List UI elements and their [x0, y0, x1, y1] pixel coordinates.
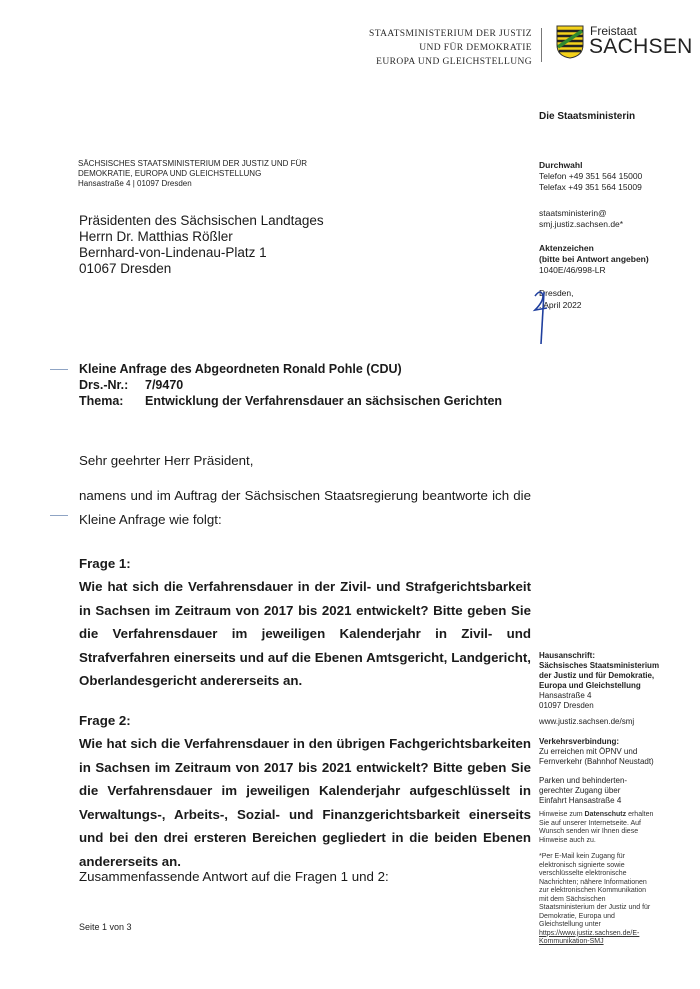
aktenzeichen-hint: (bitte bei Antwort angeben) [539, 254, 649, 264]
answer-intro: Zusammenfassende Antwort auf die Fragen 1 und 2: [79, 869, 389, 884]
aktenzeichen-block [539, 243, 649, 276]
sender-line-1: SÄCHSISCHES STAATSMINISTERIUM DER JUSTIZ UND FÜR [78, 159, 308, 168]
intro-paragraph: namens und im Auftrag der Sächsischen Staatsregierung beantworte ich die Kleine Anfrage wie folgt: [79, 488, 531, 527]
recipient-address [79, 213, 324, 277]
durchwahl-label: Durchwahl [539, 160, 583, 170]
transport-block [539, 737, 654, 767]
frage-2-label: Frage 2: [79, 713, 131, 728]
recipient-line-2: Herrn Dr. Matthias Rößler [79, 229, 233, 244]
parking-block [539, 776, 627, 806]
frage-2-text: Wie hat sich die Verfahrensdauer in den übrigen Fachgerichtsbarkeiten in Sachsen im Zeitraum von 2017 bis 2021 entwickelt? Bitte geben Sie die Verfahrensdauer im jeweiligen Kalenderjahr aufgeschlüsselt in Verwaltungs-, Arbeits-, Sozial- und Finanzgerichtsbarkeit einerseits und bei den drei ersteren Bereichen gegliedert in die beiden Ebenen andererseits an. [79, 736, 531, 869]
drs-value: 7/9470 [145, 378, 184, 392]
sender-address [78, 159, 348, 189]
subject-block [79, 361, 502, 409]
sender-line-3: Hansastraße 4 | 01097 Dresden [78, 179, 192, 188]
letterhead-divider [541, 28, 542, 62]
aktenzeichen-value: 1040E/46/998-LR [539, 265, 606, 275]
address-name-2: der Justiz und für Demokratie, [539, 671, 655, 680]
saxony-coat-of-arms-icon [556, 25, 584, 59]
email-note-text: *Per E-Mail kein Zugang für elektronisch signierte sowie verschlüsselte elektronische Nachrichten; nähere Informationen zur elektronischen Kommunikation mit dem Sächsischen Staatsministerium der Justiz und für Demokratie, Europa und Gleichstellung unter [539, 853, 651, 928]
parking-line-1: Parken und behinderten- [539, 776, 628, 785]
thema-value: Entwicklung der Verfahrensdauer an sächsischen Gerichten [145, 394, 503, 408]
telefax: Telefax +49 351 564 15009 [539, 182, 642, 192]
recipient-line-1: Präsidenten des Sächsischen Landtages [79, 213, 324, 228]
handwritten-date-mark [532, 286, 552, 346]
date-line-1: Dresden, [539, 288, 574, 298]
transport-line-2: Fernverkehr (Bahnhof Neustadt) [539, 757, 654, 766]
privacy-note [539, 811, 654, 845]
subject-title: Kleine Anfrage des Abgeordneten Ronald Pohle (CDU) [79, 362, 402, 376]
privacy-post: erhalten Sie auf unserer Internetseite. Auf Wunsch senden wir Ihnen diese Hinweise auch zu. [539, 811, 654, 844]
margin-mark-2 [50, 515, 68, 516]
address-name-3: Europa und Gleichstellung [539, 681, 641, 690]
address-name-1: Sächsisches Staatsministerium [539, 661, 660, 670]
thema-row [79, 393, 502, 409]
page-number: Seite 1 von 3 [79, 922, 132, 932]
telefon: Telefon +49 351 564 15000 [539, 171, 643, 181]
sender-line-2: DEMOKRATIE, EUROPA UND GLEICHSTELLUNG [78, 169, 262, 178]
email-line-2: smj.justiz.sachsen.de* [539, 219, 624, 229]
parking-line-3: Einfahrt Hansastraße 4 [539, 796, 622, 805]
address-city: 01097 Dresden [539, 701, 594, 710]
transport-label: Verkehrsverbindung: [539, 737, 620, 746]
parking-line-2: gerechter Zugang über [539, 786, 621, 795]
ministry-line-3: EUROPA UND GLEICHSTELLUNG [376, 57, 532, 67]
drs-row [79, 377, 502, 393]
freistaat-label: Freistaat [590, 24, 637, 38]
ministry-letterhead [360, 27, 532, 69]
date-line-2: . April 2022 [539, 299, 582, 310]
address-street: Hansastraße 4 [539, 691, 592, 700]
email-note-link[interactable]: https://www.justiz.sachsen.de/E-Kommunikation-SMJ [539, 929, 640, 945]
ministry-line-2: UND FÜR DEMOKRATIE [419, 43, 532, 53]
email-block [539, 208, 623, 230]
address-block [539, 651, 659, 711]
recipient-line-4: 01067 Dresden [79, 261, 172, 276]
privacy-bold: Datenschutz [584, 811, 627, 818]
privacy-pre: Hinweise zum [539, 811, 585, 818]
address-label: Hausanschrift: [539, 651, 596, 660]
margin-mark [50, 369, 68, 370]
frage-1-text: Wie hat sich die Verfahrensdauer in der Zivil- und Strafgerichtsbarkeit in Sachsen im Zeitraum von 2017 bis 2021 entwickelt? Bitte geben Sie die Verfahrensdauer im jeweiligen Kalenderjahr in Zivil- und Strafverfahren einerseits und auf die Ebenen Amtsgericht, Landgericht, Oberlandesgericht andererseits an. [79, 579, 531, 689]
sachsen-logo-text: SACHSEN [589, 35, 693, 58]
aktenzeichen-label: Aktenzeichen [539, 243, 594, 253]
frage-1-label: Frage 1: [79, 556, 131, 571]
recipient-line-3: Bernhard-von-Lindenau-Platz 1 [79, 245, 267, 260]
ministry-line-1: STAATSMINISTERIUM DER JUSTIZ [369, 29, 532, 39]
email-note [539, 853, 654, 947]
email-line-1: staatsministerin@ [539, 208, 607, 218]
thema-label: Thema: [79, 394, 124, 408]
website-link[interactable]: www.justiz.sachsen.de/smj [539, 717, 635, 726]
drs-label: Drs.-Nr.: [79, 378, 129, 392]
transport-line-1: Zu erreichen mit ÖPNV und [539, 747, 638, 756]
salutation: Sehr geehrter Herr Präsident, [79, 453, 254, 468]
minister-title: Die Staatsministerin [539, 111, 636, 122]
contact-block [539, 160, 642, 193]
